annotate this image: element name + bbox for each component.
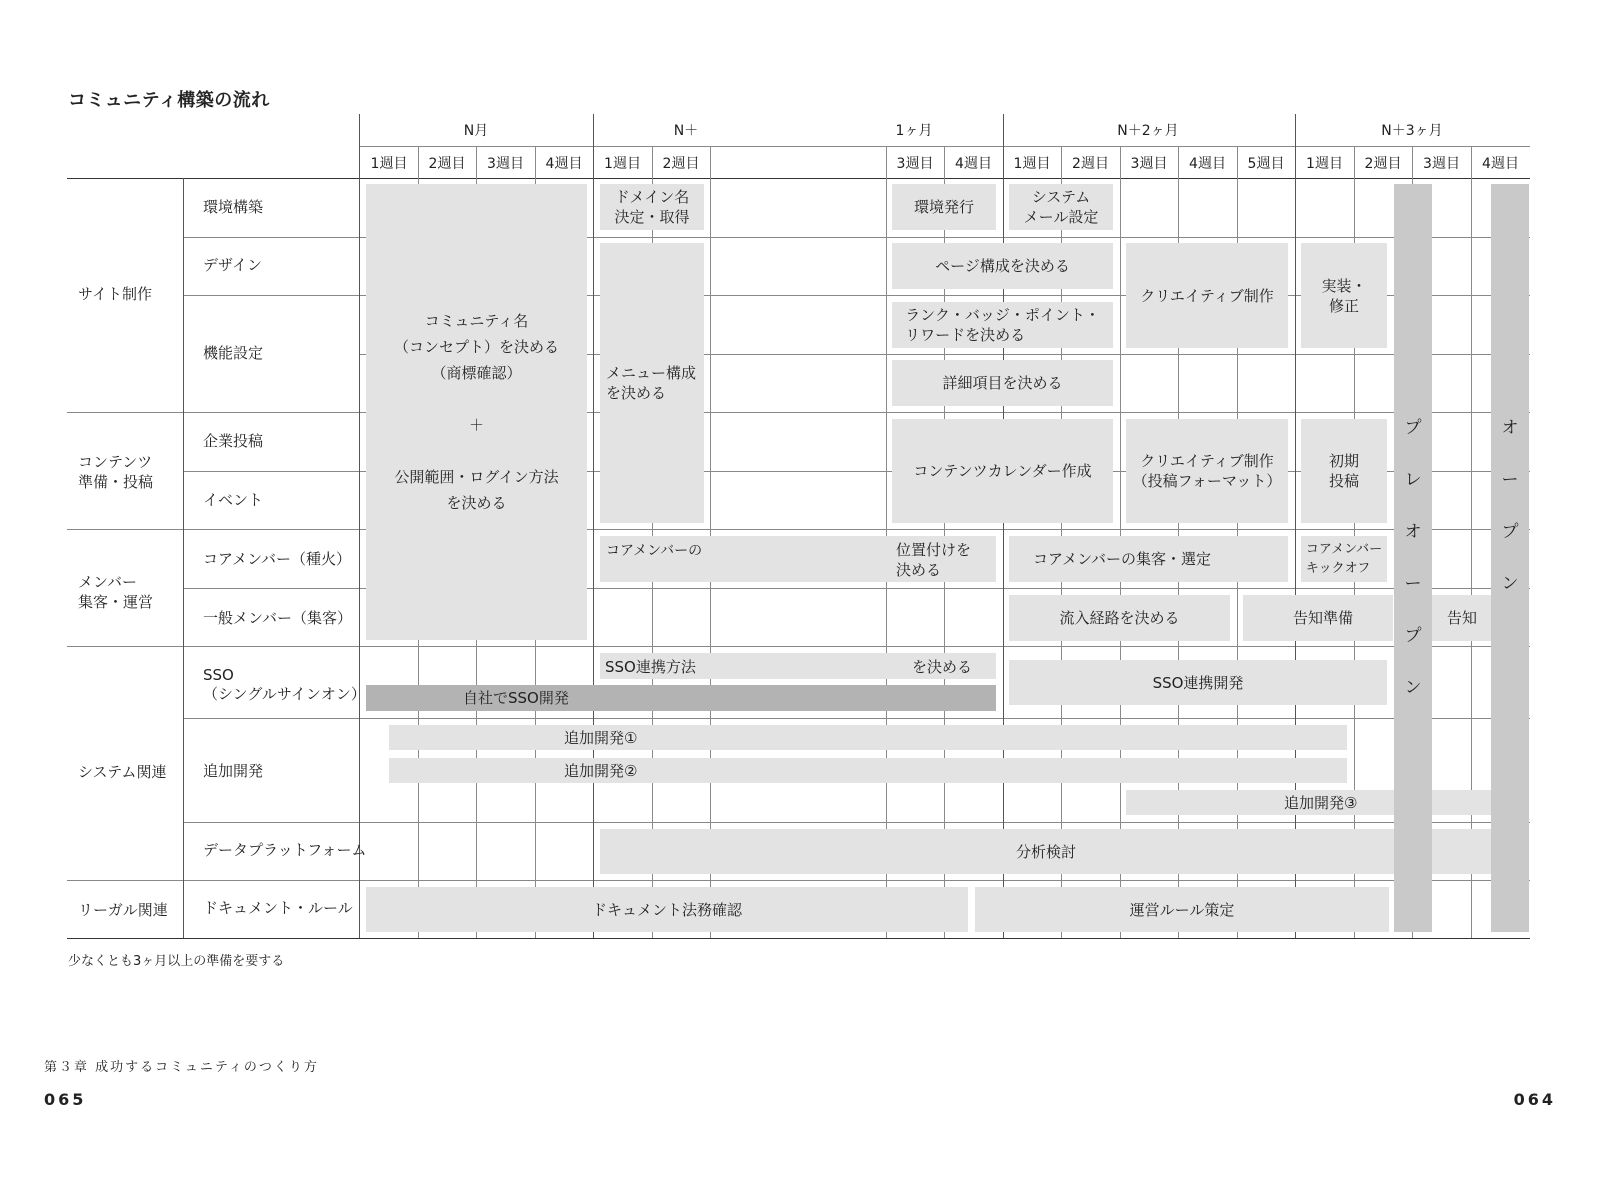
row-label-sso: SSO （シングルサインオン） — [203, 666, 366, 703]
row-divider — [183, 822, 1530, 823]
week-header: 3週目 — [487, 156, 524, 172]
week-header: 3週目 — [1130, 156, 1168, 172]
milestone-open — [1491, 184, 1529, 932]
task-concept: コミュニティ名 （コンセプト）を決める （商標確認） ＋ 公開範囲・ログイン方法 を決める — [366, 184, 587, 640]
task-creative-post: クリエイティブ制作 （投稿フォーマット） — [1126, 419, 1288, 523]
month-divider — [593, 114, 594, 938]
task-additional-dev-2: 追加開発② — [389, 758, 1347, 783]
task-analysis: 分析検討 — [600, 829, 1492, 874]
milestone-char: プ — [1501, 522, 1519, 542]
task-ops-rule: 運営ルール策定 — [975, 887, 1389, 932]
category-divider — [67, 529, 1530, 530]
week-header: 1週目 — [1013, 156, 1051, 172]
row-divider — [183, 718, 1530, 719]
month-header: 1ヶ月 — [895, 123, 933, 139]
month-header: N＋2ヶ月 — [1117, 123, 1179, 139]
week-header: 2週目 — [1072, 156, 1109, 172]
header-line-bottom — [67, 178, 1530, 179]
milestone-char: オ — [1501, 418, 1519, 438]
task-announce: 告知 — [1432, 595, 1492, 641]
week-gridline — [1471, 146, 1472, 938]
column-divider — [359, 114, 360, 938]
task-core-kickoff: コアメンバー キックオフ — [1301, 536, 1387, 582]
month-header: N＋ — [673, 123, 699, 139]
task-system-mail: システム メール設定 — [1009, 184, 1113, 230]
month-header: N＋3ヶ月 — [1381, 123, 1443, 139]
milestone-preopen — [1394, 184, 1432, 932]
milestone-char: オ — [1404, 522, 1422, 542]
category-member: メンバー 集客・運営 — [78, 573, 154, 611]
task-announce-prep: 告知準備 — [1243, 595, 1393, 641]
task-creative: クリエイティブ制作 — [1126, 243, 1288, 348]
milestone-char: ン — [1404, 678, 1422, 698]
row-label-data-platform: データプラットフォーム — [203, 841, 367, 859]
column-divider — [183, 178, 184, 938]
task-initial-post: 初期 投稿 — [1301, 419, 1387, 523]
week-header: 1週目 — [1306, 156, 1343, 172]
week-header: 3週目 — [1423, 156, 1460, 172]
task-sso-method-label-b: を決める — [912, 658, 973, 676]
task-additional-dev-3: 追加開発③ — [1126, 790, 1492, 815]
month-divider — [1003, 114, 1004, 938]
week-header: 5週目 — [1247, 156, 1285, 172]
row-label-event: イベント — [203, 491, 264, 509]
milestone-char: ー — [1501, 470, 1519, 490]
task-sso-inhouse: 自社でSSO開発 — [366, 685, 996, 711]
week-header: 4週目 — [1189, 156, 1226, 172]
row-label-environment: 環境構築 — [203, 198, 264, 216]
task-detail: 詳細項目を決める — [892, 360, 1113, 406]
task-domain: ドメイン名 決定・取得 — [600, 184, 704, 230]
category-divider — [67, 880, 1530, 881]
task-env-issue: 環境発行 — [892, 184, 996, 230]
category-content: コンテンツ 準備・投稿 — [78, 453, 154, 491]
page-number-right: 064 — [1513, 1090, 1556, 1109]
week-header: 2週目 — [1364, 156, 1402, 172]
week-header: 3週目 — [896, 156, 934, 172]
chapter-title: 第３章 成功するコミュニティのつくり方 — [44, 1060, 319, 1075]
table-bottom-line — [67, 938, 1530, 939]
milestone-char: プ — [1404, 626, 1422, 646]
category-legal: リーガル関連 — [78, 901, 168, 919]
row-label-additional-dev: 追加開発 — [203, 762, 264, 780]
week-header: 2週目 — [428, 156, 466, 172]
footnote: 少なくとも3ヶ月以上の準備を要する — [68, 954, 285, 969]
task-calendar: コンテンツカレンダー作成 — [892, 419, 1113, 523]
task-inflow: 流入経路を決める — [1009, 595, 1230, 641]
category-divider — [67, 646, 1530, 647]
week-header: 1週目 — [370, 156, 408, 172]
task-core-position-label-b: 位置付けを 決める — [896, 541, 972, 579]
week-header: 4週目 — [545, 156, 583, 172]
task-sso-method-label-a: SSO連携方法 — [605, 658, 696, 676]
milestone-char: レ — [1404, 470, 1422, 490]
week-header: 2週目 — [662, 156, 700, 172]
task-rank: ランク・バッジ・ポイント・ リワードを決める — [892, 302, 1113, 348]
row-label-corporate-post: 企業投稿 — [203, 432, 264, 450]
week-header: 1週目 — [604, 156, 641, 172]
week-header: 4週目 — [955, 156, 992, 172]
task-document-legal: ドキュメント法務確認 — [366, 887, 968, 932]
task-sso-dev: SSO連携開発 — [1009, 660, 1387, 705]
milestone-char: ー — [1404, 574, 1422, 594]
row-label-document-rule: ドキュメント・ルール — [203, 899, 353, 917]
week-header: 4週目 — [1482, 156, 1519, 172]
task-core-position-label-a: コアメンバーの — [606, 543, 703, 559]
task-implementation: 実装・ 修正 — [1301, 243, 1387, 348]
row-label-core-member: コアメンバー（種火） — [203, 550, 352, 568]
category-divider — [67, 412, 1530, 413]
milestone-char: プ — [1404, 418, 1422, 438]
category-site: サイト制作 — [78, 285, 152, 303]
task-core-recruit: コアメンバーの集客・選定 — [1009, 536, 1288, 582]
month-header: N月 — [463, 123, 489, 139]
milestone-char: ン — [1501, 574, 1519, 594]
row-label-design: デザイン — [203, 256, 262, 274]
task-page-structure: ページ構成を決める — [892, 243, 1113, 289]
row-label-general-member: 一般メンバー（集客） — [203, 609, 352, 627]
category-system: システム関連 — [78, 763, 167, 781]
row-label-function: 機能設定 — [203, 344, 264, 362]
task-additional-dev-1: 追加開発① — [389, 725, 1347, 750]
chart-title: コミュニティ構築の流れ — [68, 90, 270, 111]
task-menu: メニュー構成 を決める — [600, 243, 704, 523]
page-number-left: 065 — [44, 1090, 87, 1109]
